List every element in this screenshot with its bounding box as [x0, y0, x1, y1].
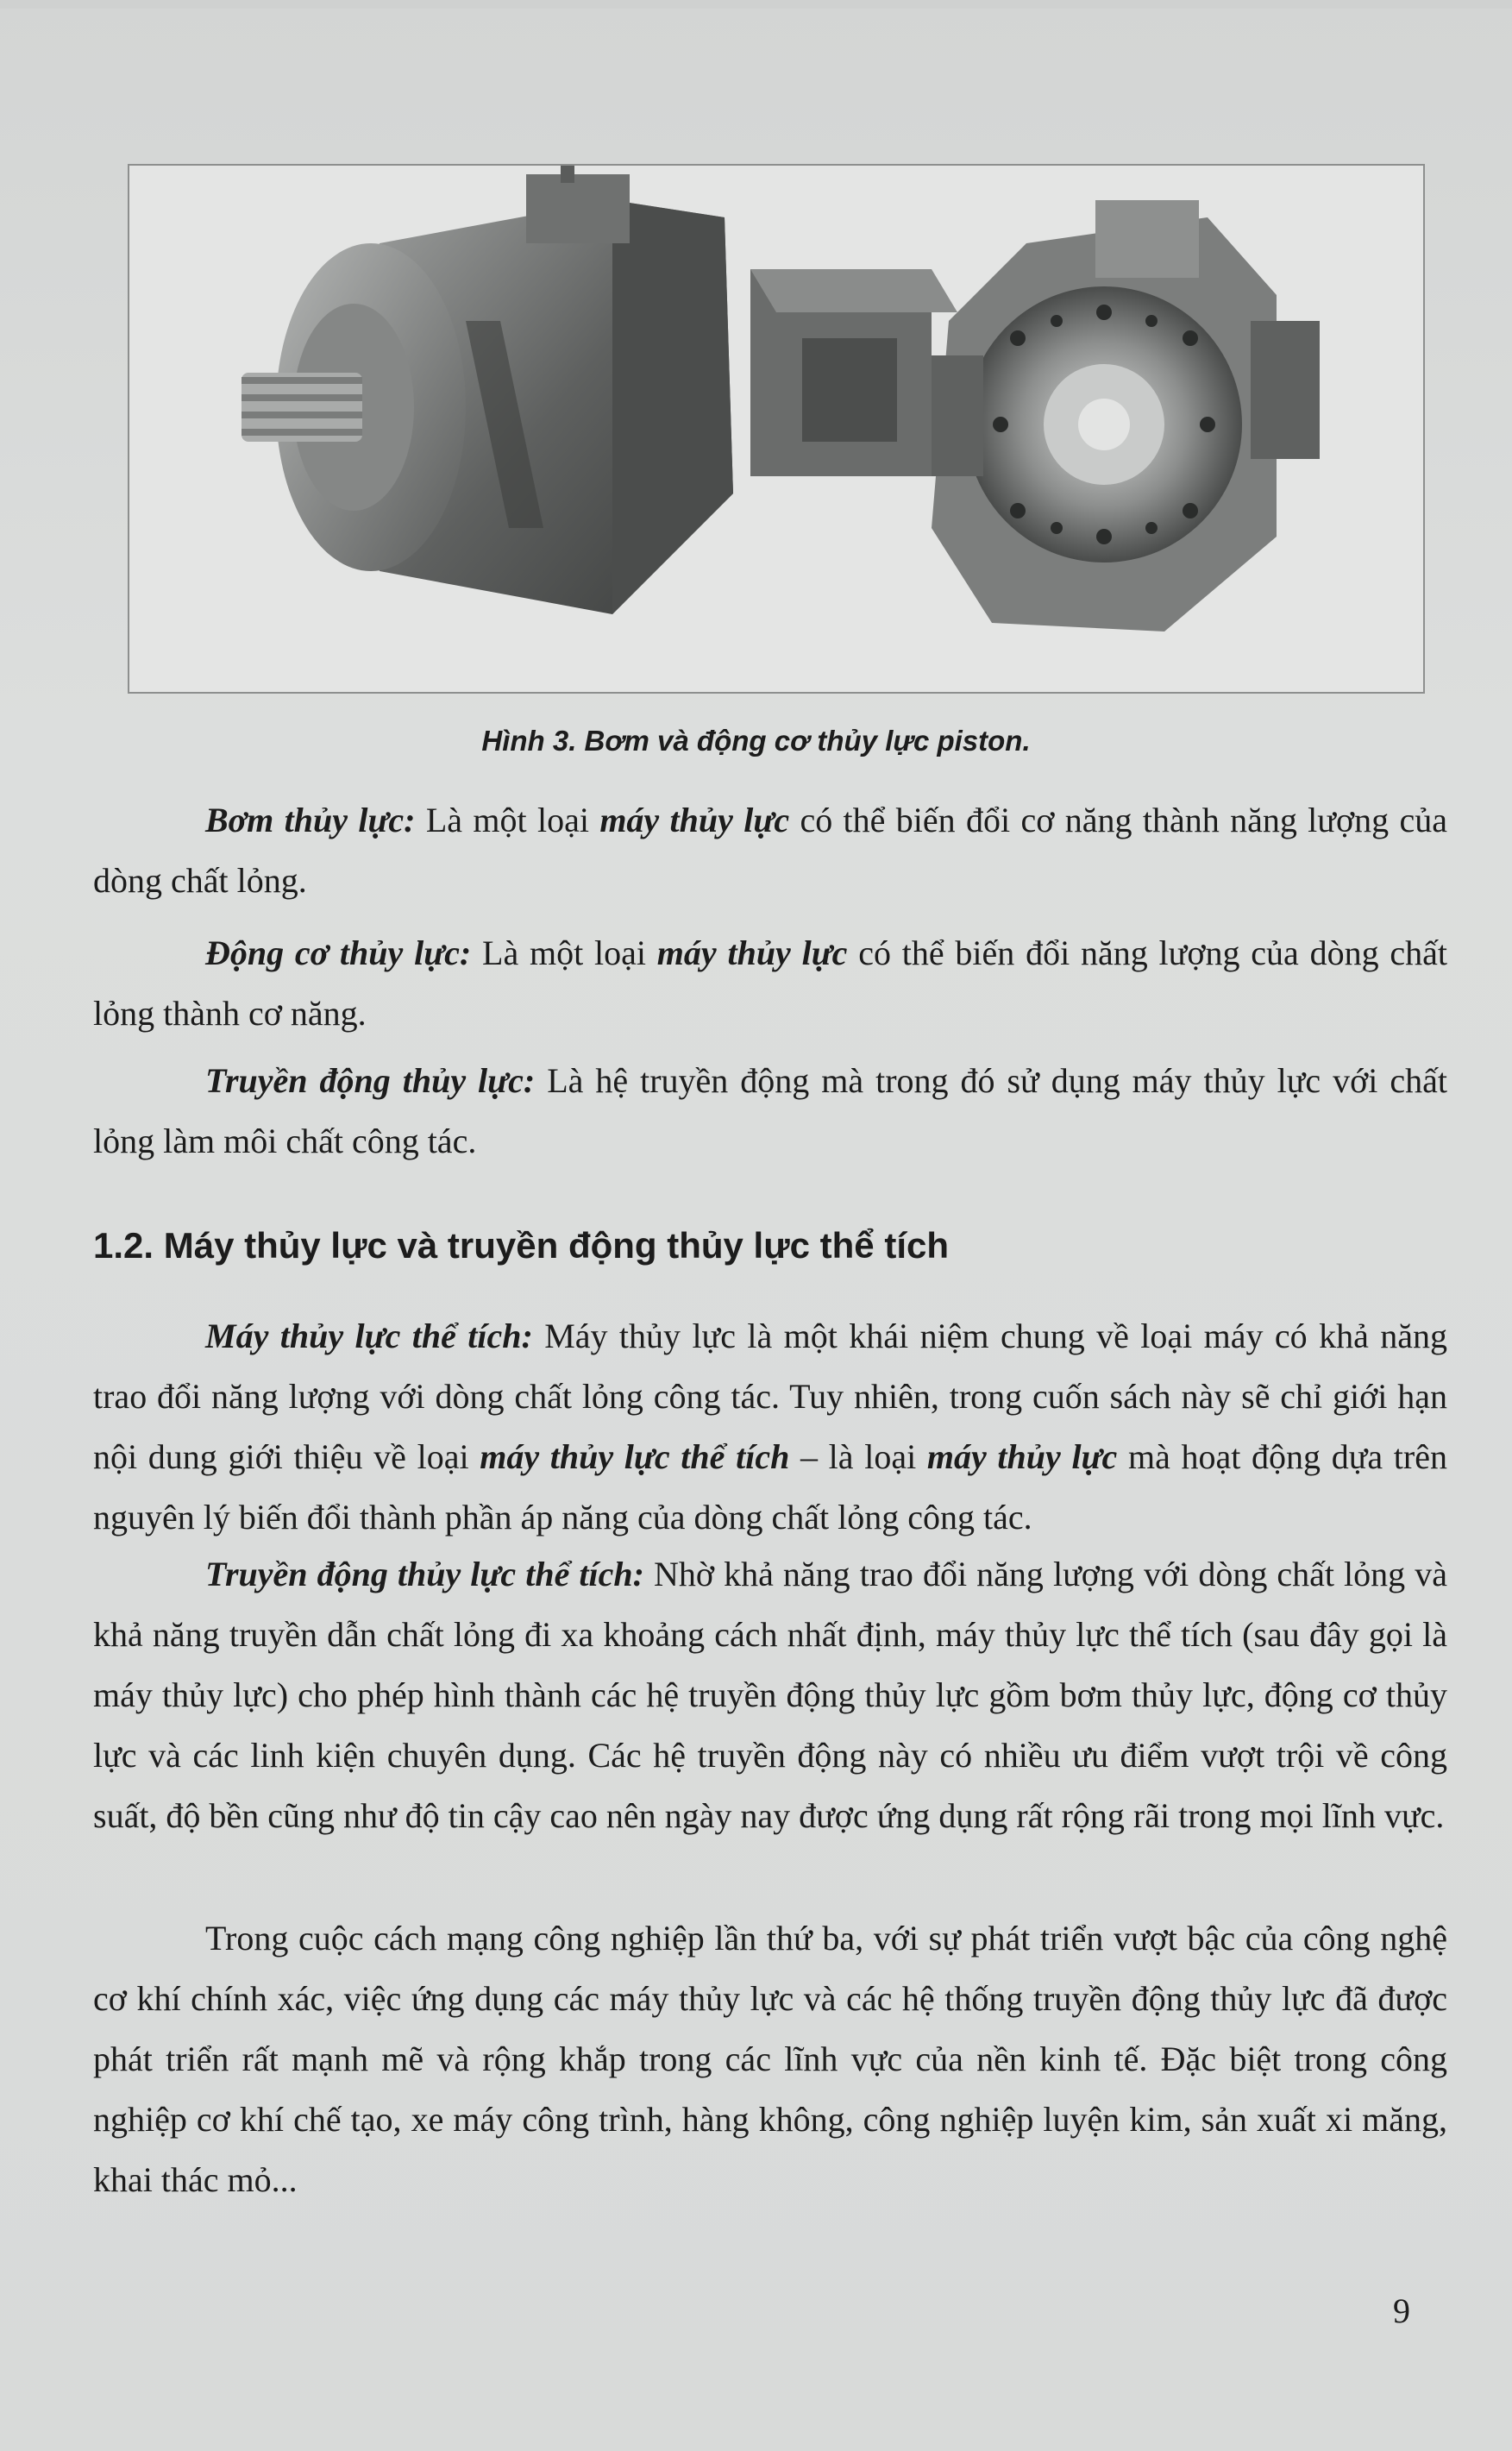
term-volumetric-machine: Máy thủy lực thể tích:: [205, 1317, 533, 1355]
definition-motor: Động cơ thủy lực: Là một loại máy thủy lực có thể biến đổi năng lượng của dòng chất lỏng thành cơ năng.: [93, 933, 1447, 1033]
paragraph-volumetric-machine: Máy thủy lực thể tích: Máy thủy lực là một khái niệm chung về loại máy có khả năng trao đổi năng lượng với dòng chất lỏng công tác. Tuy nhiên, trong cuốn sách này sẽ chỉ giới hạn nội dung giới thiệu về loại máy thủy lực thể tích – là loại máy thủy lực mà hoạt động dựa trên nguyên lý biến đổi thành phần áp năng của dòng chất lỏng công tác.: [93, 1317, 1447, 1537]
term-hydraulic-drive: Truyền động thủy lực:: [205, 1061, 536, 1100]
page-number: 9: [1393, 2291, 1410, 2330]
piston-pump-motor-illustration: [129, 166, 1423, 692]
term-volumetric-drive: Truyền động thủy lực thể tích:: [205, 1555, 644, 1593]
radial-piston-motor: [932, 200, 1320, 632]
page-top-edge: [0, 0, 1512, 9]
term-pump: Bơm thủy lực:: [205, 801, 416, 839]
paragraph-volumetric-drive: Truyền động thủy lực thể tích: Nhờ khả năng trao đổi năng lượng với dòng chất lỏng và khả năng truyền dẫn chất lỏng đi xa khoảng cách nhất định, máy thủy lực thể tích (sau đây gọi là máy thủy lực) cho phép hình thành các hệ truyền động thủy lực gồm bơm thủy lực, động cơ thủy lực và các linh kiện chuyên dụng. Các hệ truyền động này có nhiều ưu điểm vượt trội về công suất, độ bền cũng như độ tin cậy cao nên ngày nay được ứng dụng rất rộng rãi trong mọi lĩnh vực.: [93, 1555, 1447, 1835]
term-motor: Động cơ thủy lực:: [205, 933, 472, 972]
paragraph-industrial-revolution: Trong cuộc cách mạng công nghiệp lần thứ ba, với sự phát triển vượt bậc của công nghệ cơ khí chính xác, việc ứng dụng các máy thủy lực và các hệ thống truyền động thủy lực đã được phát triển rất mạnh mẽ và rộng khắp trong các lĩnh vực của nền kinh tế. Đặc biệt trong công nghiệp cơ khí chế tạo, xe máy công trình, hàng không, công nghiệp luyện kim, sản xuất xi măng, khai thác mỏ...: [93, 1919, 1447, 2199]
definition-pump: Bơm thủy lực: Là một loại máy thủy lực có thể biến đổi cơ năng thành năng lượng của dòng chất lỏng.: [93, 801, 1447, 900]
figure-pump-motor-photo: [128, 164, 1425, 694]
axial-piston-motor: [242, 166, 957, 614]
definition-hydraulic-drive: Truyền động thủy lực: Là hệ truyền động mà trong đó sử dụng máy thủy lực với chất lỏng làm môi chất công tác.: [93, 1061, 1447, 1160]
figure-caption: Hình 3. Bơm và động cơ thủy lực piston.: [481, 725, 1031, 757]
section-heading: 1.2. Máy thủy lực và truyền động thủy lực thể tích: [93, 1225, 950, 1266]
